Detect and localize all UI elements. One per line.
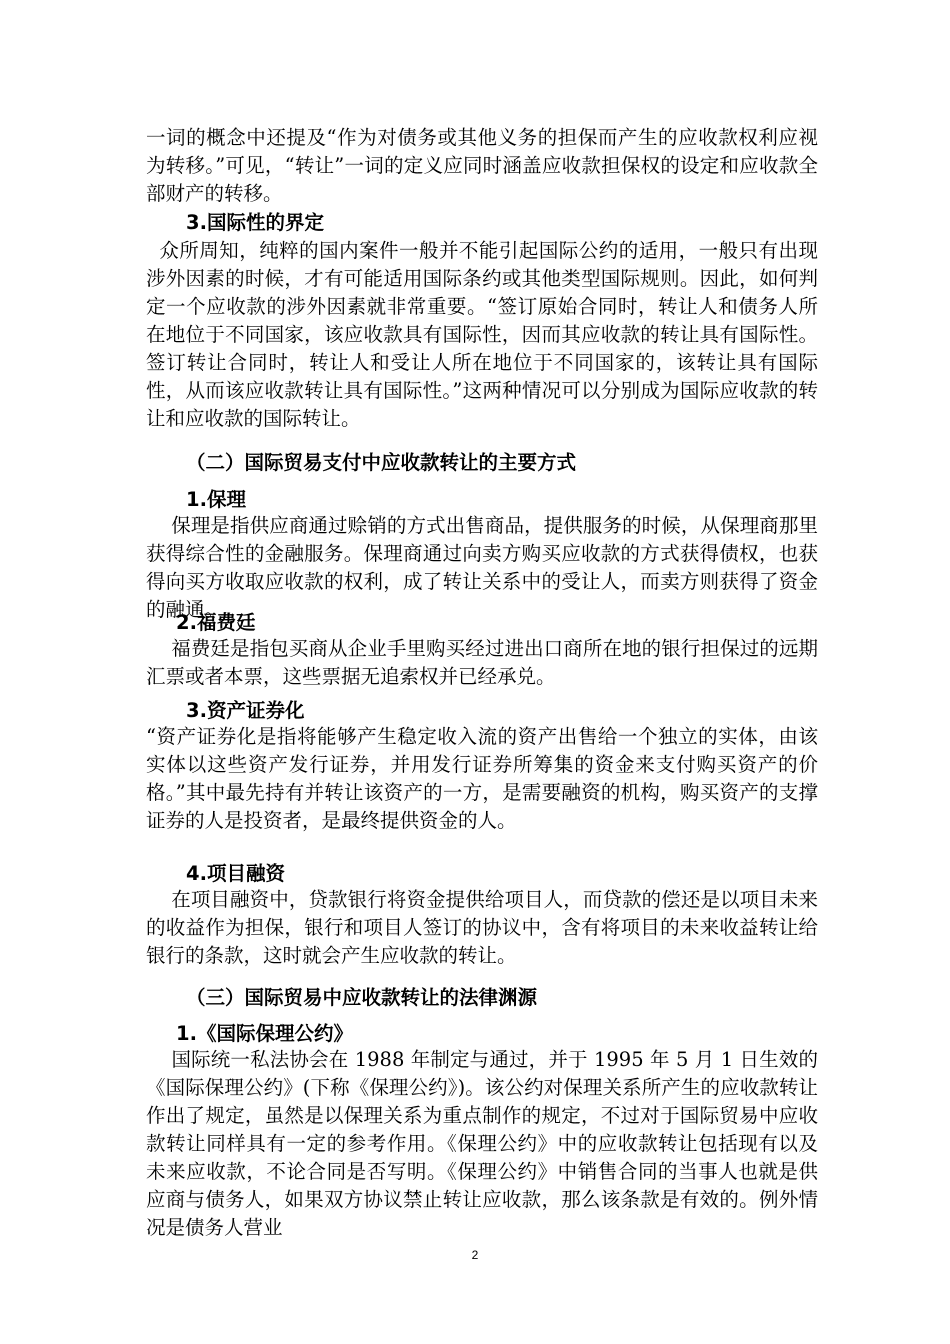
page-number: 2 bbox=[471, 1248, 479, 1262]
paragraph-forfaiting: 福费廷是指包买商从企业手里购买经过进出口商所在地的银行担保过的远期汇票或者本票，这些票据无追索权并已经承兑。 bbox=[146, 637, 818, 688]
heading-internationality: 3.国际性的界定 bbox=[186, 211, 324, 234]
section-heading-main-methods: （二）国际贸易支付中应收款转让的主要方式 bbox=[186, 451, 577, 474]
intro-paragraph: 一词的概念中还提及“作为对债务或其他义务的担保而产生的应收款权利应视为转移。”可见，“转让”一词的定义应同时涵盖应收款担保权的设定和应收款全部财产的转移。 bbox=[146, 126, 818, 205]
heading-factoring: 1.保理 bbox=[186, 488, 246, 511]
paragraph-securitization: “资产证券化是指将能够产生稳定收入流的资产出售给一个独立的实体，由该实体以这些资产发行证券，并用发行证券所筹集的资金来支付购买资产的价格。”其中最先持有并转让该资产的一方，是需要融资的机构，购买资产的支撑证券的人是投资者，是最终提供资金的人。 bbox=[146, 725, 818, 832]
heading-project-finance: 4.项目融资 bbox=[186, 862, 285, 885]
paragraph-factoring-convention: 国际统一私法协会在 1988 年制定与通过，并于 1995 年 5 月 1 日生效的《国际保理公约》(下称《保理公约》)。该公约对保理关系所产生的应收款转让作出了规定，虽然是以保理关系为重点制作的规定，不过对于国际贸易中应收款转让同样具有一定的参考作用。《保理公约》中的应收款转让包括现有以及未来应收款，不论合同是否写明。《保理公约》中销售合同的当事人也就是供应商与债务人，如果双方协议禁止转让应收款，那么该条款是有效的。例外情况是债务人营业 bbox=[146, 1048, 819, 1239]
paragraph-internationality: 众所周知，纯粹的国内案件一般并不能引起国际公约的适用，一般只有出现涉外因素的时候，才有可能适用国际条约或其他类型国际规则。因此，如何判定一个应收款的涉外因素就非常重要。“签订原始合同时，转让人和债务人所在地位于不同国家，该应收款具有国际性，因而其应收款的转让具有国际性。签订转让合同时，转让人和受让人所在地位于不同国家的，该转让具有国际性，从而该应收款转让具有国际性。”这两种情况可以分别成为国际应收款的转让和应收款的国际转让。 bbox=[146, 239, 818, 430]
heading-factoring-convention: 1.《国际保理公约》 bbox=[176, 1022, 353, 1045]
paragraph-project-finance: 在项目融资中，贷款银行将资金提供给项目人，而贷款的偿还是以项目未来的收益作为担保，银行和项目人签订的协议中，含有将项目的未来收益转让给银行的条款，这时就会产生应收款的转让。 bbox=[146, 888, 818, 967]
heading-forfaiting: 2.福费廷 bbox=[176, 611, 256, 634]
paragraph-factoring: 保理是指供应商通过赊销的方式出售商品，提供服务的时候，从保理商那里获得综合性的金融服务。保理商通过向卖方购买应收款的方式获得债权，也获得向买方收取应收款的权利，成了转让关系中的受让人，而卖方则获得了资金的融通。 bbox=[146, 514, 818, 621]
heading-securitization: 3.资产证券化 bbox=[186, 699, 305, 722]
section-heading-legal-sources: （三）国际贸易中应收款转让的法律渊源 bbox=[186, 986, 538, 1009]
